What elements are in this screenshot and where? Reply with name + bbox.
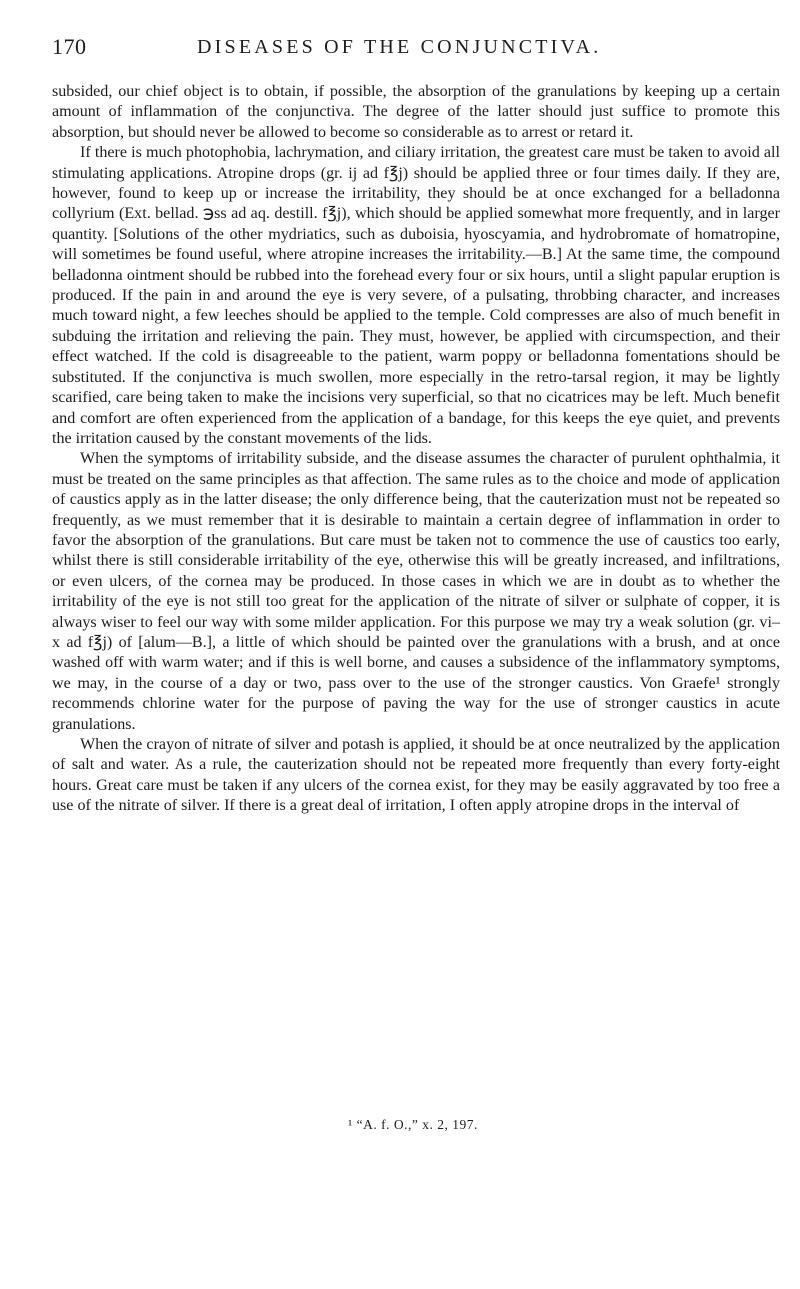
paragraph-irritation-treatment: If there is much photophobia, lachrymation, and ciliary irritation, the greatest care must be taken to avoid all stimulating applications. Atropine drops (gr. ij ad f℥j) should be applied three or four times daily. If they are, however, found to keep up or increase the irritability, they should be at once exchanged for a belladonna collyrium (Ext. bellad. ℈ss ad aq. destill. f℥j), which should be applied somewhat more frequently, and in larger quantity. [Solutions of the other mydriatics, such as duboisia, hyoscyamia, and hydrobromate of homatropine, will sometimes be found useful, where atropine increases the irritability.—B.] At the same time, the compound belladonna ointment should be rubbed into the forehead every four or six hours, until a slight papular eruption is produced. If the pain in and around the eye is very severe, of a pulsating, throbbing character, and increases much toward night, a few leeches should be applied to the temple. Cold compresses are also of much benefit in subduing the irritation and relieving the pain. They must, however, be applied with circumspection, and their effect watched. If the cold is disagreeable to the patient, warm poppy or belladonna fomentations should be substituted. If the conjunctiva is much swollen, more especially in the retro-tarsal region, it may be lightly scarified, care being taken to make the incisions very superficial, so that no cicatrices may be left. Much benefit and comfort are often experienced from the application of a bandage, for this keeps the eye quiet, and prevents the irritation caused by the constant movements of the lids. bbox=[52, 144, 780, 447]
page-number: 170 bbox=[52, 34, 87, 59]
footnote: ¹ “A. f. O.,” x. 2, 197. bbox=[348, 1117, 478, 1132]
running-head: DISEASES OF THE CONJUNCTIVA. bbox=[197, 36, 602, 58]
paragraph-nitrate-crayon: When the crayon of nitrate of silver and potash is applied, it should be at once neutralized by the application of salt and water. As a rule, the cauterization should not be repeated more frequently than every forty-eight hours. Great care must be taken if any ulcers of the cornea exist, for they may be easily aggravated by too free a use of the nitrate of silver. If there is a great deal of irritation, I often apply atropine drops in the interval of bbox=[52, 736, 780, 815]
page-header bbox=[52, 32, 774, 62]
paragraph-continued: subsided, our chief object is to obtain, if possible, the absorption of the granulations by keeping up a certain amount of inflammation of the conjunctiva. The degree of the latter should just suffice to promote this absorption, but should never be allowed to become so considerable as to arrest or retard it. bbox=[52, 83, 780, 141]
paragraph-caustics: When the symptoms of irritability subside, and the disease assumes the character of purulent ophthalmia, it must be treated on the same principles as that affection. The same rules as to the choice and mode of application of caustics apply as in the latter disease; the only difference being, that the cauterization must not be repeated so frequently, as we must remember that it is desirable to maintain a certain degree of inflammation in order to favor the absorption of the granulations. But care must be taken not to commence the use of caustics too early, whilst there is still considerable irritability of the eye, otherwise this will be greatly increased, and infiltrations, or even ulcers, of the cornea may be produced. In those cases in which we are in doubt as to whether the irritability of the eye is not still too great for the application of the nitrate of silver or sulphate of copper, it is always wiser to feel our way with some milder application. For this purpose we may try a weak solution (gr. vi–x ad f℥j) of [alum—B.], a little of which should be painted over the granulations with a brush, and at once washed off with warm water; and if this is well borne, and causes a subsidence of the inflammatory symptoms, we may, in the course of a day or two, pass over to the use of the stronger caustics. Von Graefe¹ strongly recommends chlorine water for the purpose of paving the way for the use of stronger caustics in acute granulations. bbox=[52, 450, 780, 733]
body-text bbox=[52, 82, 780, 817]
